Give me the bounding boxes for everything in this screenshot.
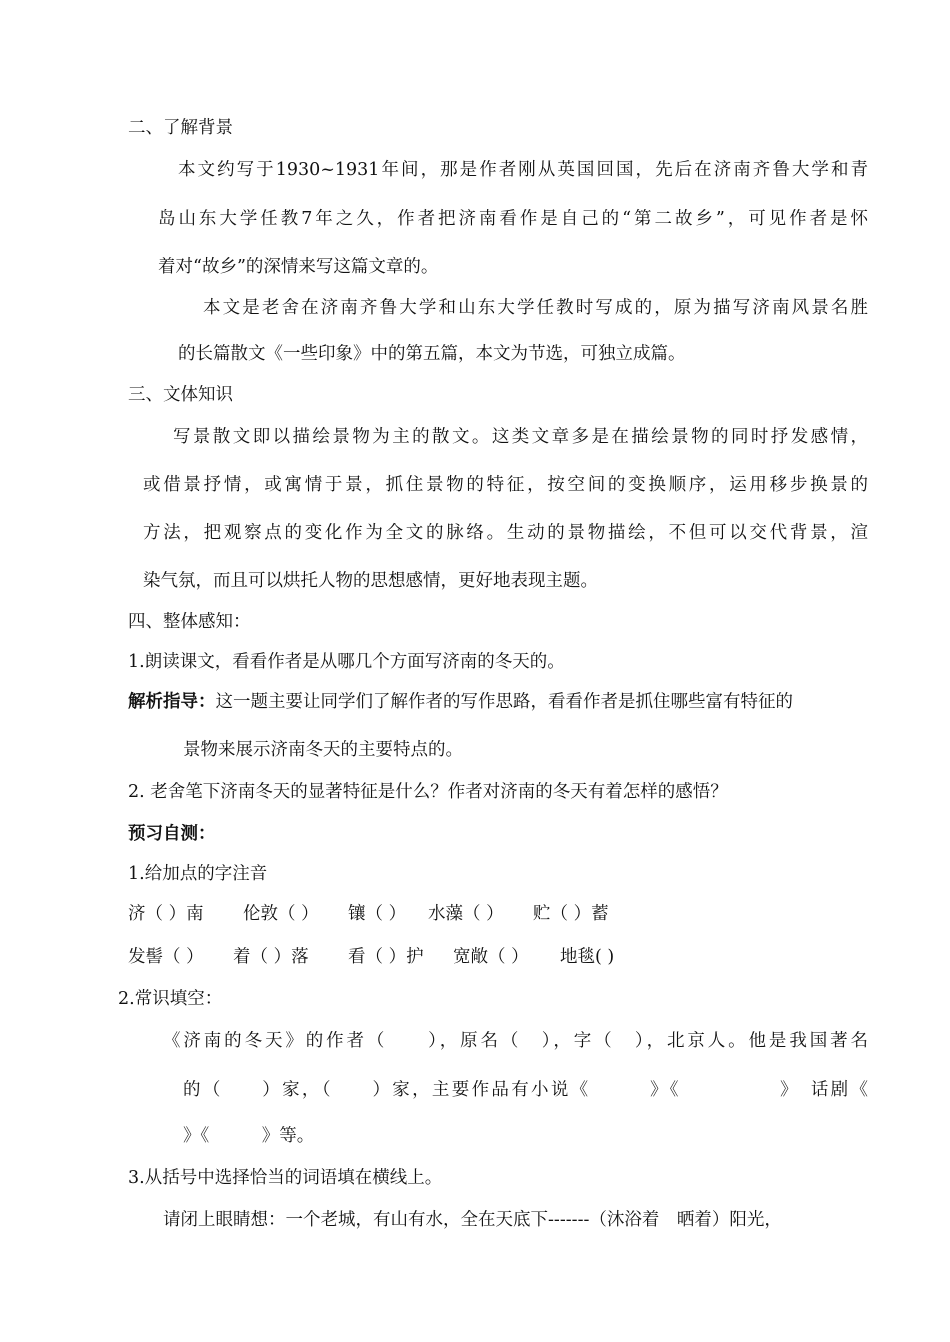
phonetic-item: 看（ ）护 (348, 947, 424, 967)
phonetic-item: 济（ ）南 (128, 904, 204, 924)
question-2: 2. 老舍笔下济南冬天的显著特征是什么？作者对济南的冬天有着怎样的感悟？ (128, 782, 728, 802)
phonetic-row-1 (0, 902, 950, 926)
background-p2-line-2: 的长篇散文《一些印象》中的第五篇，本文为节选，可独立成篇。 (178, 344, 686, 364)
phonetic-item: 宽敞（ ） (453, 947, 529, 967)
genre-p-line-4: 染气氛，而且可以烘托人物的思想感情，更好地表现主题。 (143, 571, 598, 591)
knowledge-heading: 2.常识填空： (118, 989, 223, 1009)
knowledge-line-2: 的（ ）家，（ ）家，主要作品有小说《 》《 》 话剧《 (183, 1080, 868, 1100)
analysis-text: 这一题主要让同学们了解作者的写作思路，看看作者是抓住哪些富有特征的 (215, 692, 793, 712)
phonetic-item: 着（ ）落 (233, 947, 309, 967)
background-p1-line-3: 着对“故乡”的深情来写这篇文章的。 (158, 257, 439, 277)
knowledge-line-3: 》《 》等。 (183, 1126, 315, 1146)
genre-p-line-1: 写景散文即以描绘景物为主的散文。这类文章多是在描绘景物的同时抒发感情， (173, 427, 868, 447)
phonetic-item: 伦敦（ ） (243, 904, 319, 924)
phonetic-item: 发髻（ ） (128, 947, 204, 967)
analysis-line-2: 景物来展示济南冬天的主要特点的。 (183, 740, 463, 760)
background-p1-line-2: 岛山东大学任教7年之久，作者把济南看作是自己的“第二故乡”，可见作者是怀 (158, 209, 868, 229)
choose-heading: 3.从括号中选择恰当的词语填在横线上。 (128, 1168, 443, 1188)
knowledge-line-1: 《济南的冬天》的作者（ ），原名（ ），字（ ），北京人。他是我国著名 (163, 1031, 868, 1051)
phonetic-item: 贮（ ）蓄 (533, 904, 609, 924)
phonetic-item: 镶（ ） (348, 904, 407, 924)
section-heading-overall: 四、整体感知： (128, 612, 251, 632)
section-heading-genre: 三、文体知识 (128, 385, 233, 405)
choose-text: 请闭上眼睛想：一个老城，有山有水，全在天底下-------（沐浴着 晒着）阳光， (163, 1210, 782, 1230)
analysis-line-1 (128, 690, 868, 714)
preview-heading: 预习自测： (128, 824, 216, 844)
phonetic-heading: 1.给加点的字注音 (128, 864, 268, 884)
background-p1-line-1: 本文约写于1930~1931年间，那是作者刚从英国回国，先后在济南齐鲁大学和青 (178, 160, 868, 180)
phonetic-item: 水藻（ ） (428, 904, 504, 924)
genre-p-line-3: 方法，把观察点的变化作为全文的脉络。生动的景物描绘，不但可以交代背景，渲 (143, 523, 868, 543)
phonetic-row-2 (0, 945, 950, 969)
background-p2-line-1: 本文是老舍在济南齐鲁大学和山东大学任教时写成的，原为描写济南风景名胜 (203, 298, 868, 318)
question-1: 1.朗读课文，看看作者是从哪几个方面写济南的冬天的。 (128, 652, 565, 672)
phonetic-item: 地毯( ) (560, 947, 615, 967)
section-heading-background: 二、了解背景 (128, 118, 233, 138)
analysis-label: 解析指导： (128, 692, 216, 712)
genre-p-line-2: 或借景抒情，或寓情于景，抓住景物的特征，按空间的变换顺序，运用移步换景的 (143, 475, 868, 495)
